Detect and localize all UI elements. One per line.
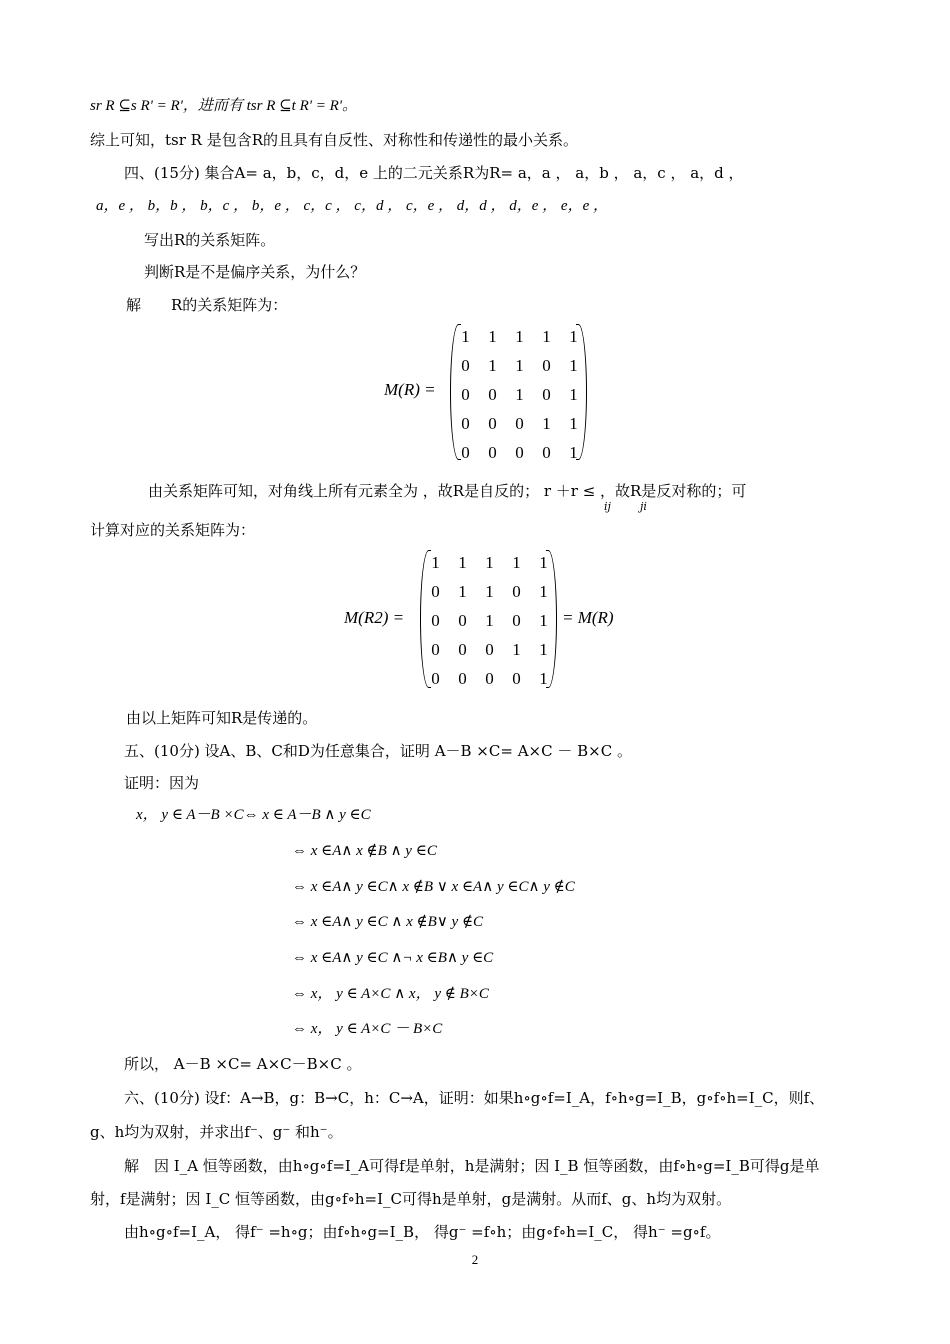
matrix-cell: 1 <box>488 356 497 375</box>
matrix-cell: 1 <box>485 582 494 601</box>
matrix-cell: 1 <box>461 327 470 346</box>
proof-line: ⇔ x ∈A∧ x ∉B ∧ y ∈C <box>292 843 437 859</box>
matrix-cell: 0 <box>431 640 440 659</box>
text-line: 证明：因为 <box>124 774 200 792</box>
matrix-cell: 1 <box>488 327 497 346</box>
matrix-suffix: = M(R) <box>562 608 614 627</box>
text-line: 写出R的关系矩阵。 <box>144 231 276 249</box>
matrix-cell: 1 <box>569 356 578 375</box>
text-line: 解 R的关系矩阵为： <box>126 296 288 314</box>
text-line: 六、(10分) 设f：A→B，g：B→C，h：C→A，证明：如果h∘g∘f=I_A，f∘h∘g=I_B，g∘f∘h=I_C，则f、 <box>124 1089 825 1107</box>
text-line: 由h∘g∘f=I_A， 得f⁻ =h∘g；由f∘h∘g=I_B， 得g⁻ =f∘h；由g∘f∘h=I_C， 得h⁻ =g∘f。 <box>124 1223 721 1241</box>
proof-line: ⇔ x， y ∈ A×C ∧ x， y ∉ B×C <box>292 986 489 1002</box>
matrix-cell: 1 <box>512 640 521 659</box>
matrix-cell: 1 <box>569 327 578 346</box>
matrix-cell: 0 <box>488 443 497 462</box>
matrix-cell: 0 <box>512 582 521 601</box>
matrix-cell: 0 <box>512 611 521 630</box>
matrix-cell: 0 <box>431 611 440 630</box>
text-line: 由以上矩阵可知R是传递的。 <box>126 709 318 727</box>
matrix-cell: 0 <box>458 640 467 659</box>
matrix-cell: 1 <box>485 611 494 630</box>
matrix-cell: 1 <box>515 385 524 404</box>
matrix-cell: 0 <box>461 356 470 375</box>
relation-matrix-1 <box>384 322 604 462</box>
matrix-cell: 0 <box>485 640 494 659</box>
matrix-grid <box>422 548 557 693</box>
matrix-cell: 1 <box>569 414 578 433</box>
matrix-cell: 1 <box>539 553 548 572</box>
proof-line: ⇔ x ∈A∧ y ∈C∧ x ∉B ∨ x ∈A∧ y ∈C∧ y ∉C <box>292 879 575 895</box>
matrix-cell: 0 <box>542 356 551 375</box>
subscript-ij: ij <box>604 500 611 513</box>
matrix-grid <box>452 322 587 467</box>
matrix-cell: 1 <box>539 611 548 630</box>
matrix-cell: 0 <box>461 414 470 433</box>
text-line: 综上可知，tsr R 是包含R的且具有自反性、对称性和传递性的最小关系。 <box>90 131 579 149</box>
matrix-label: M(R) = <box>384 380 436 399</box>
matrix-cell: 0 <box>431 582 440 601</box>
subscript-ji: ji <box>640 500 647 513</box>
text-line: sr R ⊆s R' = R'，进而有 tsr R ⊆t R' = R'。 <box>90 98 357 114</box>
matrix-cell: 0 <box>512 669 521 688</box>
matrix-cell: 0 <box>458 669 467 688</box>
text-line: a，e ， b，b ， b，c ， b，e ， c，c ， c，d ， c，e ， d，d ， d，e ， e，e ， <box>96 198 608 214</box>
text-line: 射，f是满射；因 I_C 恒等函数，由g∘f∘h=I_C可得h是单射，g是满射。从而f、g、h均为双射。 <box>90 1190 732 1208</box>
matrix-cell: 1 <box>539 640 548 659</box>
matrix-cell: 0 <box>431 669 440 688</box>
matrix-cell: 0 <box>488 385 497 404</box>
matrix-cell: 0 <box>458 611 467 630</box>
matrix-cell: 1 <box>458 582 467 601</box>
matrix-cell: 1 <box>515 327 524 346</box>
matrix-cell: 1 <box>569 385 578 404</box>
page-number: 2 <box>471 1252 479 1267</box>
matrix-cell: 0 <box>461 385 470 404</box>
matrix-cell: 1 <box>542 327 551 346</box>
matrix-cell: 1 <box>539 582 548 601</box>
matrix-cell: 1 <box>458 553 467 572</box>
text-line: 解 因 I_A 恒等函数，由h∘g∘f=I_A可得f是单射，h是满射；因 I_B 恒等函数，由f∘h∘g=I_B可得g是单 <box>124 1157 820 1175</box>
matrix-label: M(R2) = <box>344 608 405 627</box>
relation-matrix-2 <box>344 548 634 690</box>
text-line: g、h均为双射，并求出f⁻、g⁻ 和h⁻。 <box>90 1123 343 1141</box>
matrix-cell: 0 <box>485 669 494 688</box>
matrix-cell: 0 <box>515 443 524 462</box>
matrix-cell: 0 <box>515 414 524 433</box>
text-line: 四、(15分) 集合A= a，b，c，d，e 上的二元关系R为R= a，a ， a，b ， a，c ， a，d ， <box>124 164 744 182</box>
matrix-cell: 1 <box>569 443 578 462</box>
matrix-cell: 1 <box>539 669 548 688</box>
text-line: 所以， A－B ×C= A×C－B×C 。 <box>124 1055 362 1073</box>
matrix-cell: 1 <box>485 553 494 572</box>
matrix-cell: 0 <box>542 385 551 404</box>
proof-line: ⇔ x， y ∈ A×C － B×C <box>292 1021 443 1037</box>
proof-line: ⇔ x ∈A∧ y ∈C ∧¬ x ∈B∧ y ∈C <box>292 950 494 966</box>
matrix-cell: 0 <box>488 414 497 433</box>
proof-line: ⇔ x ∈A∧ y ∈C ∧ x ∉B∨ y ∉C <box>292 914 484 930</box>
matrix-cell: 1 <box>542 414 551 433</box>
matrix-cell: 1 <box>512 553 521 572</box>
matrix-cell: 1 <box>431 553 440 572</box>
text-line: 由关系矩阵可知，对角线上所有元素全为 ，故R是自反的； r ＋r ≤ ，故R是反对称的；可 <box>148 482 747 500</box>
matrix-cell: 1 <box>515 356 524 375</box>
text-line: 判断R是不是偏序关系，为什么？ <box>144 263 366 281</box>
proof-line: x， y ∈ A－B ×C⇔ x ∈ A－B ∧ y ∈C <box>136 807 371 823</box>
text-line: 五、(10分) 设A、B、C和D为任意集合，证明 A－B ×C= A×C － B×C 。 <box>124 742 632 760</box>
matrix-cell: 0 <box>542 443 551 462</box>
matrix-cell: 0 <box>461 443 470 462</box>
text-line: 计算对应的关系矩阵为： <box>90 521 256 539</box>
